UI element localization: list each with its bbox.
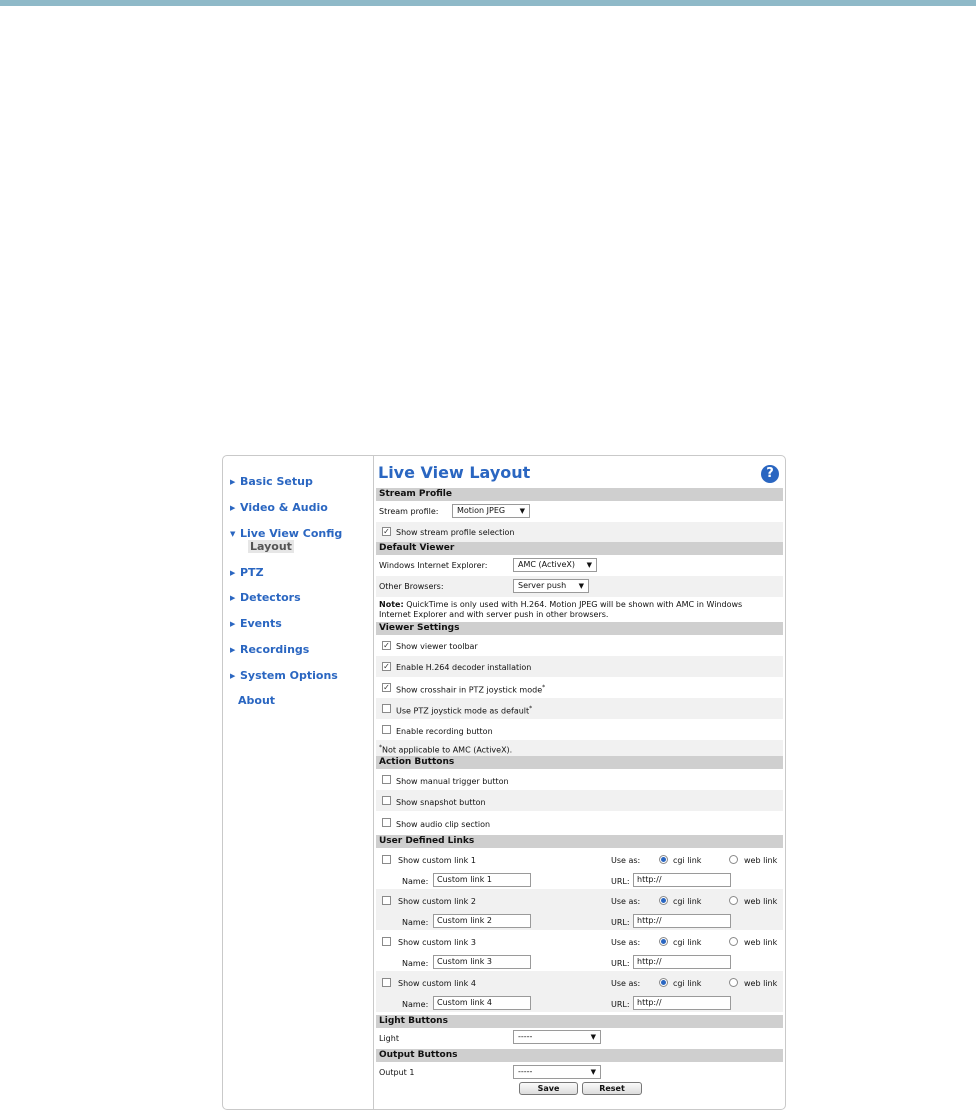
web-link-label: web link [744, 897, 778, 906]
viewer-setting-row [376, 656, 783, 677]
chevron-right-icon: ▶ [230, 672, 236, 680]
output-1-select[interactable]: ----- ▼ [513, 1065, 601, 1079]
chevron-down-icon: ▼ [590, 1068, 596, 1076]
chevron-down-icon: ▼ [230, 530, 236, 538]
chevron-right-icon: ▶ [230, 478, 236, 486]
show-stream-profile-checkbox[interactable]: ✓ [383, 527, 390, 536]
page-title: Live View Layout [378, 463, 531, 482]
custom-link-3-label: Show custom link 3 [398, 938, 476, 947]
custom-link-1-checkbox[interactable] [382, 855, 391, 864]
show-toolbar-checkbox[interactable]: ✓ [383, 641, 390, 650]
custom-link-4-label: Show custom link 4 [398, 979, 476, 988]
sidebar-item-layout[interactable]: Layout [250, 540, 292, 553]
web-link-radio[interactable] [729, 896, 738, 905]
audio-clip-checkbox[interactable] [382, 818, 391, 827]
section-stream-profile: Stream Profile [376, 488, 783, 501]
action-button-row [376, 790, 783, 811]
audio-clip-label: Show audio clip section [396, 820, 491, 829]
url-label: URL: [611, 877, 630, 886]
cgi-link-label: cgi link [673, 979, 702, 988]
section-user-links: User Defined Links [376, 835, 783, 848]
use-as-label: Use as: [611, 897, 641, 906]
footnote-mark: * [379, 744, 382, 751]
web-link-label: web link [744, 938, 778, 947]
custom-link-row [376, 971, 783, 1012]
crosshair-label: Show crosshair in PTZ joystick mode [396, 685, 543, 695]
use-as-label: Use as: [611, 856, 641, 865]
viewer-setting-row [376, 635, 783, 656]
output-row [376, 1062, 783, 1080]
sidebar-item-detectors[interactable]: ▶ Detectors [230, 591, 301, 604]
name-label: Name: [402, 877, 429, 886]
joystick-default-label: Use PTZ joystick mode as default [396, 706, 530, 716]
sidebar-item-ptz[interactable]: ▶ PTZ [230, 566, 264, 579]
custom-link-2-checkbox[interactable] [382, 896, 391, 905]
sidebar-item-about[interactable]: About [238, 694, 276, 707]
sidebar-item-recordings[interactable]: ▶ Recordings [230, 643, 310, 656]
section-viewer-settings: Viewer Settings [376, 622, 783, 635]
custom-link-4-url-input[interactable]: http:// [633, 996, 731, 1010]
custom-link-4-checkbox[interactable] [382, 978, 391, 987]
h264-decoder-label: Enable H.264 decoder installation [396, 663, 532, 672]
chevron-right-icon: ▶ [230, 594, 236, 602]
web-link-radio[interactable] [729, 855, 738, 864]
chevron-down-icon: ▼ [590, 1033, 596, 1041]
url-label: URL: [611, 1000, 630, 1009]
stream-profile-label: Stream profile: [379, 507, 439, 516]
recording-button-checkbox[interactable] [382, 725, 391, 734]
settings-panel [222, 455, 786, 1110]
sidebar-item-events[interactable]: ▶ Events [230, 617, 282, 630]
sidebar-item-video-audio[interactable]: ▶ Video & Audio [230, 501, 328, 514]
custom-link-row [376, 889, 783, 930]
custom-link-3-name-input[interactable]: Custom link 3 [433, 955, 531, 969]
url-label: URL: [611, 959, 630, 968]
custom-link-3-checkbox[interactable] [382, 937, 391, 946]
use-as-label: Use as: [611, 979, 641, 988]
cgi-link-radio[interactable] [659, 896, 668, 905]
note-line-1: QuickTime is only used with H.264. Motion JPEG will be shown with AMC in Windows [406, 600, 743, 609]
manual-trigger-label: Show manual trigger button [396, 777, 509, 786]
cgi-link-radio[interactable] [659, 937, 668, 946]
other-browsers-label: Other Browsers: [379, 582, 444, 591]
cgi-link-label: cgi link [673, 938, 702, 947]
chevron-right-icon: ▶ [230, 504, 236, 512]
sidebar-item-live-view-config[interactable]: ▼ Live View Config [230, 527, 343, 540]
show-toolbar-label: Show viewer toolbar [396, 642, 478, 651]
chevron-down-icon: ▼ [578, 582, 584, 590]
section-output-buttons: Output Buttons [376, 1049, 783, 1062]
section-default-viewer: Default Viewer [376, 542, 783, 555]
light-label: Light [379, 1034, 399, 1043]
stream-profile-select[interactable]: Motion JPEG ▼ [452, 504, 530, 518]
viewer-setting-row [376, 698, 783, 719]
custom-link-2-name-input[interactable]: Custom link 2 [433, 914, 531, 928]
ie-viewer-select[interactable]: AMC (ActiveX) ▼ [513, 558, 597, 572]
note-line-2: Internet Explorer and with server push in other browsers. [379, 610, 609, 619]
crosshair-checkbox[interactable]: ✓ [383, 683, 390, 692]
action-button-row [376, 811, 783, 832]
custom-link-row [376, 848, 783, 889]
show-stream-profile-label: Show stream profile selection [396, 528, 515, 537]
sidebar [223, 456, 374, 1109]
url-label: URL: [611, 918, 630, 927]
joystick-default-checkbox[interactable] [382, 704, 391, 713]
custom-link-2-label: Show custom link 2 [398, 897, 476, 906]
section-light-buttons: Light Buttons [376, 1015, 783, 1028]
other-browsers-select[interactable]: Server push ▼ [513, 579, 589, 593]
web-link-radio[interactable] [729, 937, 738, 946]
footnote-mark: * [542, 684, 546, 691]
main-content [374, 456, 785, 1109]
snapshot-label: Show snapshot button [396, 798, 486, 807]
sidebar-item-basic-setup[interactable]: ▶ Basic Setup [230, 475, 313, 488]
other-browsers-row [376, 576, 783, 597]
help-icon[interactable]: ? [761, 465, 779, 483]
chevron-right-icon: ▶ [230, 646, 236, 654]
web-link-label: web link [744, 979, 778, 988]
output-1-label: Output 1 [379, 1068, 415, 1077]
use-as-label: Use as: [611, 938, 641, 947]
chevron-down-icon: ▼ [519, 507, 525, 515]
custom-link-2-url-input[interactable]: http:// [633, 914, 731, 928]
section-action-buttons: Action Buttons [376, 756, 783, 769]
light-select[interactable]: ----- ▼ [513, 1030, 601, 1044]
viewer-note [376, 597, 783, 622]
reset-button[interactable]: Reset [582, 1082, 642, 1095]
recording-button-label: Enable recording button [396, 727, 493, 736]
web-link-label: web link [744, 856, 778, 865]
name-label: Name: [402, 1000, 429, 1009]
custom-link-1-name-input[interactable]: Custom link 1 [433, 873, 531, 887]
manual-trigger-checkbox[interactable] [382, 775, 391, 784]
h264-decoder-checkbox[interactable]: ✓ [383, 662, 390, 671]
snapshot-checkbox[interactable] [382, 796, 391, 805]
viewer-footnote [376, 740, 783, 756]
action-button-row [376, 769, 783, 790]
cgi-link-label: cgi link [673, 897, 702, 906]
viewer-setting-row [376, 719, 783, 740]
footnote-text: Not applicable to AMC (ActiveX). [382, 745, 513, 755]
sidebar-item-system-options[interactable]: ▶ System Options [230, 669, 338, 682]
cgi-link-radio[interactable] [659, 978, 668, 987]
light-row [376, 1028, 783, 1046]
chevron-right-icon: ▶ [230, 620, 236, 628]
show-stream-profile-row [376, 522, 783, 542]
note-label: Note: [379, 600, 404, 609]
custom-link-1-url-input[interactable]: http:// [633, 873, 731, 887]
top-accent-bar [0, 0, 976, 6]
custom-link-3-url-input[interactable]: http:// [633, 955, 731, 969]
name-label: Name: [402, 959, 429, 968]
chevron-down-icon: ▼ [586, 561, 592, 569]
save-button[interactable]: Save [519, 1082, 578, 1095]
name-label: Name: [402, 918, 429, 927]
viewer-setting-row [376, 677, 783, 698]
stream-profile-row [376, 501, 783, 522]
footnote-mark: * [529, 705, 533, 712]
cgi-link-radio[interactable] [659, 855, 668, 864]
custom-link-4-name-input[interactable]: Custom link 4 [433, 996, 531, 1010]
cgi-link-label: cgi link [673, 856, 702, 865]
custom-link-1-label: Show custom link 1 [398, 856, 476, 865]
chevron-right-icon: ▶ [230, 569, 236, 577]
ie-viewer-row [376, 555, 783, 576]
custom-link-row [376, 930, 783, 971]
ie-viewer-label: Windows Internet Explorer: [379, 561, 488, 570]
web-link-radio[interactable] [729, 978, 738, 987]
